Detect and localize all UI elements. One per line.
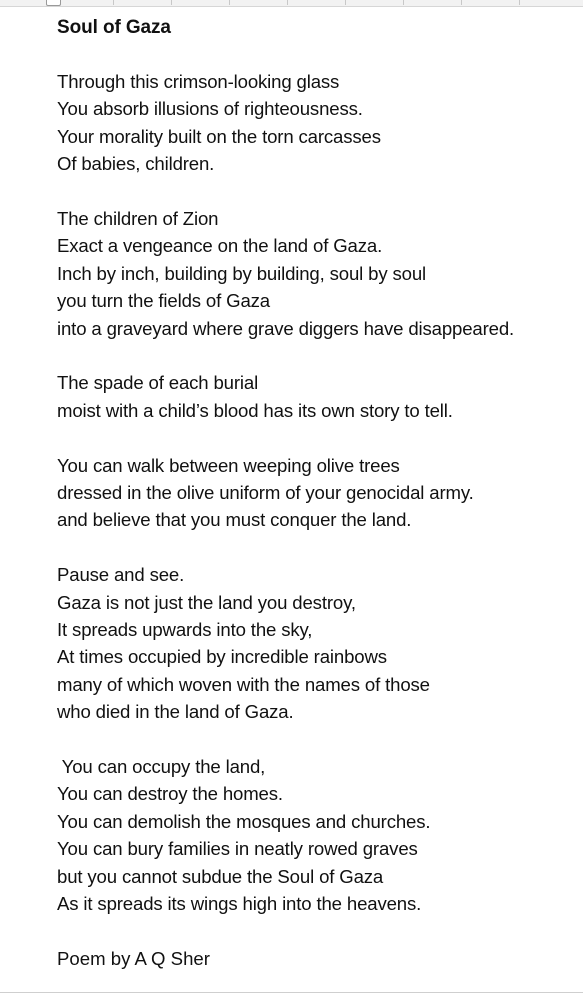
poem-line: many of which woven with the names of those (57, 673, 430, 695)
ruler-tick (113, 0, 114, 5)
poem-title: Soul of Gaza (57, 17, 171, 38)
checkbox-icon[interactable] (46, 0, 61, 6)
poem-line: and believe that you must conquer the land. (57, 509, 412, 531)
poem-line: moist with a child’s blood has its own story to tell. (57, 399, 453, 421)
poem-line: The spade of each burial (57, 372, 259, 394)
ruler-tick (519, 0, 520, 5)
poem-line: Your morality built on the torn carcasses (57, 125, 381, 147)
stanza-4 (57, 452, 577, 534)
poem-line: It spreads upwards into the sky, (57, 619, 313, 641)
poem-line: The children of Zion (57, 208, 219, 230)
poem-line: who died in the land of Gaza. (57, 701, 294, 723)
ruler-tick (403, 0, 404, 5)
poem-line: you turn the fields of Gaza (57, 290, 271, 312)
poem-byline: Poem by A Q Sher (57, 947, 210, 969)
poem-line: Through this crimson-looking glass (57, 71, 340, 92)
poem-line: You absorb illusions of righteousness. (57, 98, 363, 120)
ruler-tick (345, 0, 346, 5)
poem-line: but you cannot subdue the Soul of Gaza (57, 865, 384, 887)
poem-line: Pause and see. (57, 564, 185, 586)
poem-document (57, 14, 577, 972)
stanza-1 (57, 68, 577, 178)
poem-line: You can destroy the homes. (57, 783, 283, 805)
stanza-2 (57, 205, 577, 342)
poem-line: At times occupied by incredible rainbows (57, 646, 387, 668)
poem-line: As it spreads its wings high into the heavens. (57, 893, 422, 915)
poem-line: You can walk between weeping olive trees (57, 454, 400, 476)
poem-line: You can demolish the mosques and churches. (57, 810, 431, 832)
poem-line: You can occupy the land, (57, 756, 266, 778)
poem-line: dressed in the olive uniform of your genocidal army. (57, 482, 474, 504)
stanza-3 (57, 369, 577, 424)
ruler-tick (461, 0, 462, 5)
ruler-tick (287, 0, 288, 5)
poem-line: Of babies, children. (57, 153, 215, 175)
poem-line: You can bury families in neatly rowed graves (57, 838, 418, 860)
page-bottom-rule (0, 992, 583, 993)
poem-line: Exact a vengeance on the land of Gaza. (57, 235, 383, 257)
top-toolbar-edge (0, 0, 583, 7)
ruler-tick (229, 0, 230, 5)
poem-line: Inch by inch, building by building, soul by soul (57, 262, 427, 284)
stanza-6 (57, 753, 577, 917)
ruler-tick (171, 0, 172, 5)
poem-line: Gaza is not just the land you destroy, (57, 591, 356, 613)
stanza-5 (57, 561, 577, 725)
poem-line: into a graveyard where grave diggers have disappeared. (57, 317, 515, 339)
